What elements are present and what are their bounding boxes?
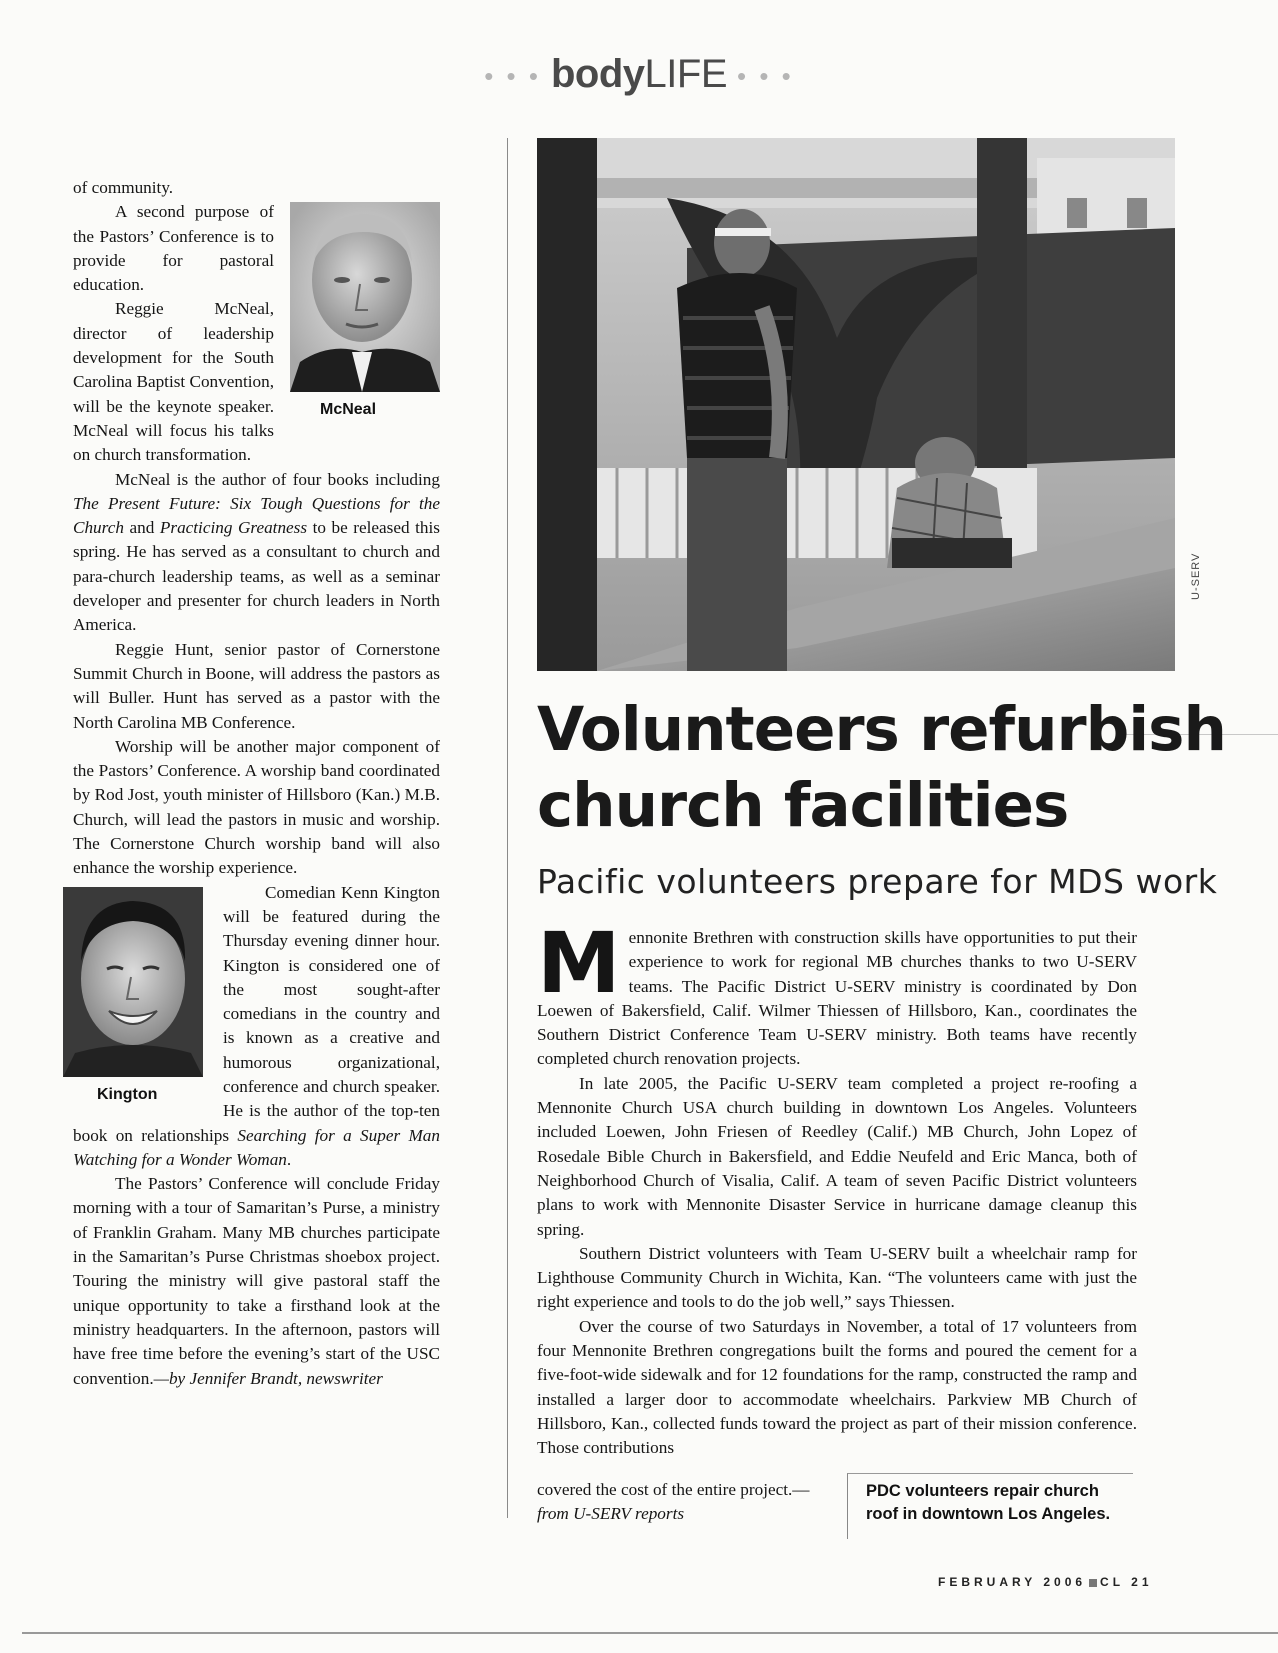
endnote-line-1: covered the cost of the entire project.—	[537, 1480, 810, 1499]
kington-caption: Kington	[97, 1085, 158, 1103]
p7-text-c: .	[286, 1149, 292, 1169]
left-paragraph-8	[73, 1172, 440, 1391]
main-photo-roof-volunteers	[537, 138, 1175, 671]
right-column-article	[537, 914, 1137, 1461]
headline-line-2: church facilities	[537, 770, 1069, 841]
article-endnote	[537, 1478, 837, 1527]
mcneal-photo-figure	[282, 202, 440, 422]
photo-credit: U-SERV	[1190, 552, 1202, 600]
header-dots-right: • • •	[737, 60, 794, 91]
drop-cap: M	[537, 914, 621, 1012]
left-paragraph-4	[73, 468, 440, 638]
footer-page-number: CL 21	[1100, 1575, 1153, 1589]
right-paragraph-4: Over the course of two Saturdays in November, a total of 17 volunteers from four Mennonite Brethren congregations built the forms and poured the cement for a five-foot-wide sidewalk and for 12 foundations for the ramp, constructed the ramp and installed a larger door to accommodate wheelchairs. Parkview MB Church of Hillsboro, Kan., collected funds toward the project as part of their mission conference. Those contributions	[537, 1316, 1137, 1458]
right-paragraph-1-text: ennonite Brethren with construction skills have opportunities to put their experience to work for regional MB churches thanks to two U-SERV teams. The Pacific District U-SERV ministry is coordinated by Don Loewen of Bakersfield, Calif. Wilmer Thiessen of Hillsboro, Kan., coordinates the Southern District Conference Team U-SERV ministry. Both teams have recently completed church renovation projects.	[537, 928, 1137, 1069]
left-paragraph-2: A second purpose of the Pastors’ Conference is to provide for pastoral education.	[73, 202, 274, 295]
footer-date: FEBRUARY 2006	[938, 1575, 1087, 1589]
byline: —by Jennifer Brandt, newswriter	[153, 1368, 383, 1388]
kington-photo	[63, 887, 203, 1077]
left-paragraph-5: Reggie Hunt, senior pastor of Cornerstone Summit Church in Boone, will address the pastors as will Buller. Hunt has served as a pastor with the North Carolina MB Conference.	[73, 639, 440, 732]
endnote-line-2	[537, 1502, 837, 1526]
right-paragraph-2: In late 2005, the Pacific U-SERV team completed a project re-roofing a Mennonite Church USA church building in downtown Los Angeles. Volunteers included Loewen, John Friesen of Reedley (Calif.) MB Church, John Lopez of Rosedale Bible Church in Bakersfield, and Eddie Neufeld and Eric Manca, both of Neighborhood Church of Visalia, Calif. A team of seven Pacific District volunteers plans to work with Mennonite Disaster Service in hurricane damage cleanup this spring.	[537, 1073, 1137, 1239]
headline-line-1: Volunteers refurbish	[537, 694, 1226, 765]
page-footer	[938, 1575, 1153, 1589]
p7-text-a: Comedian Kenn Kington will be featured during the Thursday evening dinner hour. Kington is considered one of the most sought-after comedians in the country and is known as a creative and humorous organizational, conference and church speaker. He is the author of the top-ten book on relationships	[73, 882, 440, 1145]
footer-square-icon	[1089, 1579, 1097, 1587]
endnote-source: from U-SERV reports	[537, 1504, 685, 1524]
left-paragraph-1: of community.	[73, 178, 174, 197]
left-paragraph-6: Worship will be another major component of the Pastors’ Conference. A worship band coordinated by Rod Jost, youth minister of Hillsboro (Kan.) M.B. Church, will lead the pastors in music and worship. The Cornerstone Church worship band will also enhance the worship experience.	[73, 736, 440, 878]
mcneal-caption: McNeal	[320, 401, 377, 419]
p4-text-e: to be released this spring. He has served as a consultant to church and para-church leadership teams, as well as a seminar developer and presenter for church leaders in North America.	[73, 518, 440, 635]
book-title-3: Searching for a Super Man Watching for a Wonder Woman	[73, 1125, 440, 1169]
header-life: LIFE	[644, 52, 728, 96]
p4-text-c: and	[123, 518, 160, 538]
p8-text: The Pastors’ Conference will conclude Friday morning with a tour of Samaritan’s Purse, a ministry of Franklin Graham. Many MB churches participate in the Samaritan’s Purse Christmas shoebox project. Touring the ministry will give pastoral staff the unique opportunity to take a firsthand look at the ministry headquarters. In the afternoon, pastors will have free time before the evening’s start of the USC convention.	[73, 1174, 440, 1388]
book-title-1: The Present Future: Six Tough Questions for the Church	[73, 493, 440, 538]
header-body: body	[550, 52, 645, 96]
photo-caption: PDC volunteers repair church roof in downtown Los Angeles.	[866, 1482, 1111, 1523]
left-paragraph-3: Reggie McNeal, director of leadership development for the South Carolina Baptist Convention, will be the keynote speaker. McNeal will focus his talks on church transformation.	[73, 299, 274, 465]
book-title-2: Practicing Greatness	[159, 518, 308, 538]
left-column-article	[73, 176, 440, 1391]
p4-text-a: McNeal is the author of four books including	[115, 469, 440, 489]
subheadline: Pacific volunteers prepare for MDS work	[537, 862, 1218, 901]
column-divider	[507, 138, 508, 1518]
right-paragraph-3: Southern District volunteers with Team U-SERV built a wheelchair ramp for Lighthouse Community Church in Wichita, Kan. “The volunteers came with just the right experience and tools to do the job well,” says Thiessen.	[537, 1243, 1137, 1312]
section-header	[0, 52, 1278, 97]
headline	[537, 692, 1257, 844]
bottom-rule	[22, 1632, 1278, 1634]
right-paragraph-1	[537, 914, 1137, 1072]
mcneal-photo	[290, 202, 440, 392]
kington-photo-figure	[63, 887, 213, 1109]
header-dots-left: • • •	[484, 60, 541, 91]
